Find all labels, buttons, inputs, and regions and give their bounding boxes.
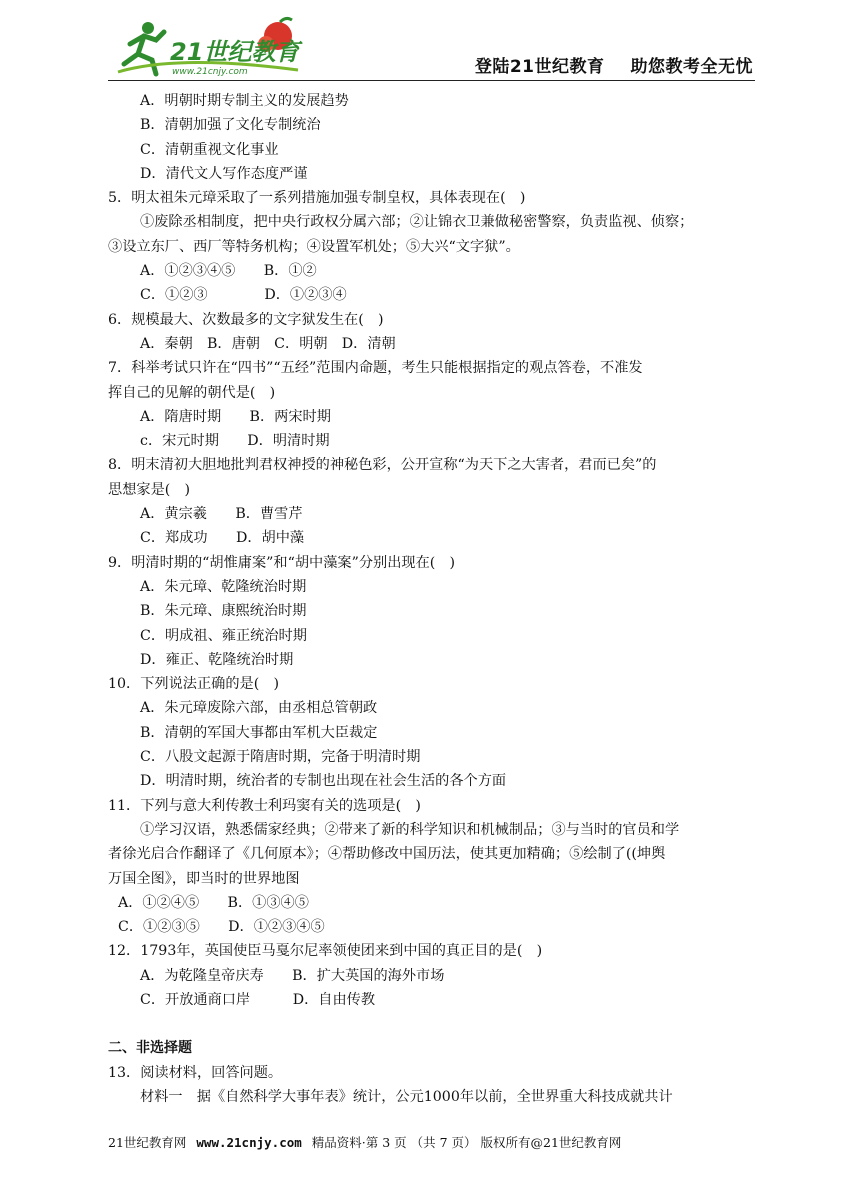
text-line: A．为乾隆皇帝庆寿 B．扩大英国的海外市场 [140,967,445,984]
text-line: A．黄宗羲 B．曹雪芹 [140,506,303,523]
text-line: A．①②③④⑤ B．①② [140,263,317,280]
text-line: C．清朝重视文化事业 [140,141,279,158]
text-line: D．清代文人写作态度严谨 [140,165,308,182]
text-line: D．明清时期，统治者的专制也出现在社会生活的各个方面 [140,773,507,790]
text-line: A．①②④⑤ B．①③④⑤ [118,894,309,911]
text-line: 万国全图》，即当时的世界地图 [108,870,300,887]
page-header [108,14,755,81]
text-line: C．①②③ D．①②③④ [140,287,347,304]
text-line: ①学习汉语，熟悉儒家经典；②带来了新的科学知识和机械制品；③与当时的官员和学 [140,821,680,838]
text-line: C．开放通商口岸 D．自由传教 [140,991,376,1008]
section2-lines [108,1061,758,1110]
text-line: 者徐光启合作翻译了《几何原本》；④帮助修改中国历法，使其更加精确；⑤绘制了((坤舆 [108,846,666,863]
text-line: A．秦朝 B．唐朝 C．明朝 D．清朝 [140,335,396,352]
slogan-left: 登陆21世纪教育 [474,57,605,77]
text-line: ①废除丞相制度，把中央行政权分属六部；②让锦衣卫兼做秘密警察，负责监视、侦察； [140,214,694,231]
page-footer [108,1133,758,1151]
text-line: B．清朝的军国大事都由军机大臣裁定 [140,724,378,741]
logo-icon [108,14,308,80]
text-line: C．八股文起源于隋唐时期，完备于明清时期 [140,749,421,766]
text-line: 13．阅读材料，回答问题。 [108,1064,283,1081]
text-line: A．明朝时期专制主义的发展趋势 [140,93,349,109]
svg-text:21世纪教育: 21世纪教育 [170,38,300,66]
text-line: B．朱元璋、康熙统治时期 [140,603,307,620]
text-line: 12．1793年，英国使臣马戛尔尼率领使团来到中国的真正目的是( ) [108,943,543,960]
text-line: 5．明太祖朱元璋采取了一系列措施加强专制皇权，具体表现在( ) [108,190,526,207]
footer-site: www.21cnjy.com [196,1135,302,1150]
text-line: 材料一 据《自然科学大事年表》统计，公元1000年以前，全世界重大科技成就共计 [140,1088,673,1105]
text-line: c．宋元时期 D．明清时期 [140,433,330,450]
section-gap [108,1012,758,1036]
section-title: 二、非选择题 [108,1040,192,1057]
text-line: ③设立东厂、西厂等特务机构；④设置军机处；⑤大兴“文字狱”。 [108,238,520,255]
text-line: C．郑成功 D．胡中藻 [140,530,305,547]
footer-right: 精品资料·第 3 页 （共 7 页） 版权所有@21世纪教育网 [311,1135,622,1150]
text-line: 8．明末清初大胆地批判君权神授的神秘色彩，公开宣称“为天下之大害者，君而已矣”的 [108,457,657,474]
text-line: C．①②③⑤ D．①②③④⑤ [118,919,325,936]
text-line: 挥自己的见解的朝代是( ) [108,384,276,401]
text-line: A．隋唐时期 B．两宋时期 [140,408,331,425]
question-list [108,89,758,1012]
slogan-right: 助您教考全无忧 [630,57,753,77]
text-line: 10．下列说法正确的是( ) [108,676,279,693]
text-line: A．朱元璋、乾隆统治时期 [140,578,307,595]
text-line: A．朱元璋废除六部，由丞相总管朝政 [140,700,378,717]
text-line: 11．下列与意大利传教士利玛窦有关的选项是( ) [108,797,421,814]
header-slogan [475,52,753,77]
text-line: 9．明清时期的“胡惟庸案”和“胡中藻案”分别出现在( ) [108,554,456,571]
text-line: C．明成祖、雍正统治时期 [140,627,307,644]
document-body [108,89,758,1109]
text-line: B．清朝加强了文化专制统治 [140,117,321,134]
text-line: 思想家是( ) [108,481,191,498]
text-line: 6．规模最大、次数最多的文字狱发生在( ) [108,311,384,328]
text-line: D．雍正、乾隆统治时期 [140,651,294,668]
svg-text:www.21cnjy.com: www.21cnjy.com [172,67,248,77]
text-line: 7．科举考试只许在“四书”“五经”范围内命题，考生只能根据指定的观点答卷，不准发 [108,360,643,377]
footer-left: 21世纪教育网 [108,1135,187,1150]
site-logo [108,14,308,80]
